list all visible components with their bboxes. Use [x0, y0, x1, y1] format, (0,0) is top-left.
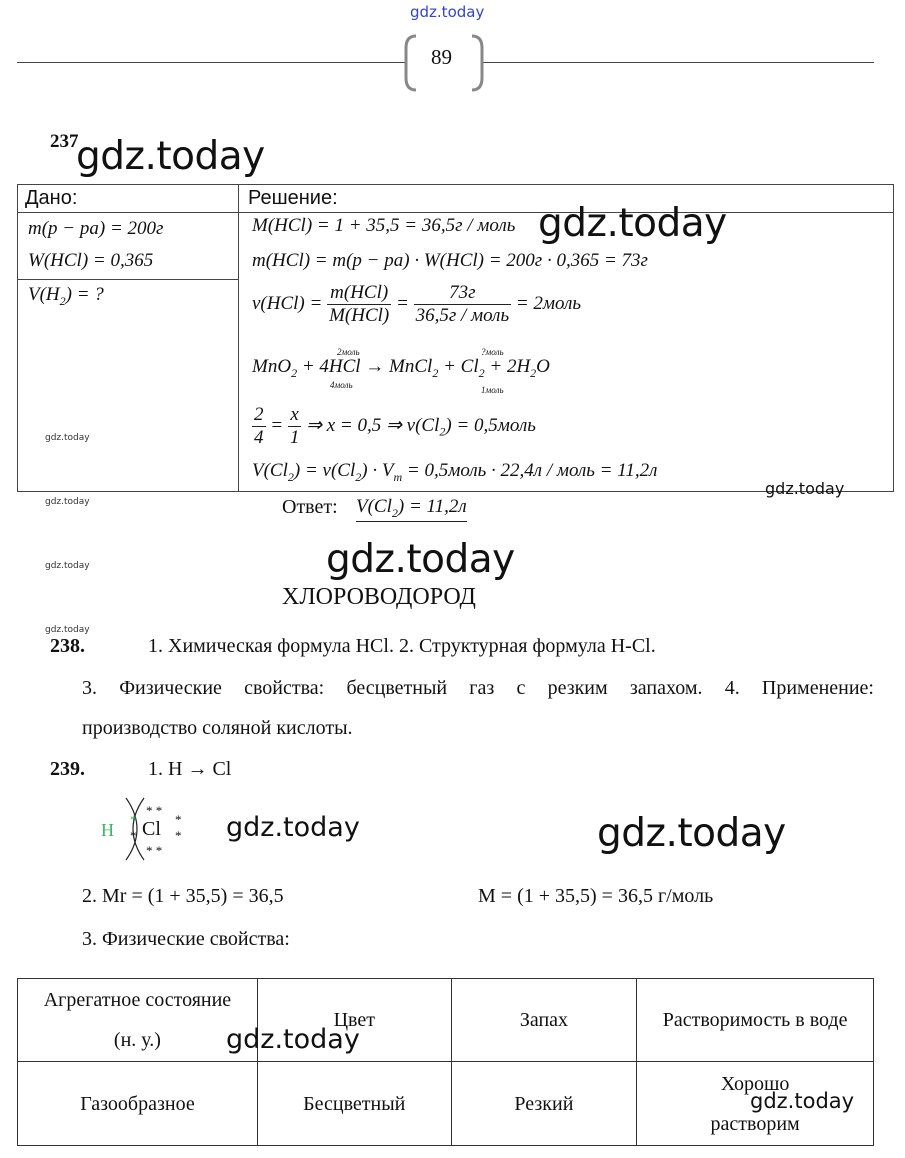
- molecular-mass: 2. Mr = (1 + 35,5) = 36,5: [82, 885, 284, 907]
- watermark: gdz.today: [45, 497, 90, 507]
- table-header-cell: Растворимость в воде: [637, 979, 874, 1062]
- watermark: gdz.today: [45, 561, 90, 571]
- valence-electrons: * *: [146, 803, 163, 818]
- valence-electrons: *: [175, 812, 182, 827]
- reaction-annotation: 2моль: [337, 347, 360, 357]
- solution-line-mass: m(HCl) = m(p − pa) · W(HCl) = 200г · 0,365 = 73г: [252, 250, 648, 271]
- answer-label: Ответ:: [282, 496, 338, 518]
- watermark: gdz.today: [226, 1024, 360, 1055]
- table-cell: Резкий: [451, 1062, 637, 1146]
- solution-line-proportion: $\frac{2}{4}$ = $\frac{x}{1}$ ⇒ x = 0,5 ⇒ $\nu(Cl_2)$ = 0,5моль: [254, 404, 536, 448]
- solution-line-moles: ν(HCl) = $\frac{\text{m(HCl)}}{\text{M(HCl)}}$ = $\frac{73г}{\text{36,5г / моль}}$ = 2моль: [252, 282, 582, 326]
- shared-electron: *: [130, 812, 137, 827]
- solution-line-volume: $V(Cl_2) = \nu(Cl_2) \cdot V_m$ = 0,5моль · 22,4л / моль = 11,2л: [252, 460, 658, 484]
- solution-line-reaction: MnO$_2$ + 4HCl → MnCl$_2$ + $Cl_2 + 2H_2O$: [252, 356, 550, 380]
- table-cell: Газообразное: [18, 1062, 258, 1146]
- table-header-cell: Цвет: [257, 979, 451, 1062]
- valence-electrons: * *: [146, 843, 163, 858]
- given-header: Дано:: [25, 187, 78, 209]
- header-rule-right: [482, 62, 874, 63]
- page-number: 89: [431, 45, 452, 69]
- table-header-cell: Запах: [451, 979, 637, 1062]
- task238-line3: производство соляной кислоты.: [82, 717, 353, 739]
- answer-value: $V(Cl_2) = 11,2л$: [356, 496, 467, 520]
- watermark: gdz.today: [750, 1089, 855, 1113]
- watermark: gdz.today: [765, 479, 845, 498]
- lewis-chlorine: Cl: [142, 818, 161, 840]
- lewis-hydrogen: H: [101, 820, 114, 840]
- header-rule-left: [17, 62, 405, 63]
- task238-line1: 1. Химическая формула HCl. 2. Структурная формула H-Cl.: [148, 635, 656, 657]
- valence-electrons: *: [130, 828, 137, 843]
- table-header-cell: Агрегатное состояние (н. у.): [18, 979, 258, 1062]
- table-row: [18, 1062, 874, 1146]
- props-title: 3. Физические свойства:: [82, 928, 290, 950]
- site-header: gdz.today: [410, 3, 485, 21]
- task-number-239: 239.: [50, 758, 85, 780]
- solution-header: Решение:: [248, 187, 338, 209]
- watermark: gdz.today: [538, 201, 727, 246]
- table-cell: Бесцветный: [257, 1062, 451, 1146]
- reaction-annotation: 4моль: [330, 380, 353, 390]
- watermark: gdz.today: [76, 134, 265, 179]
- watermark: gdz.today: [226, 812, 360, 843]
- valence-electrons: *: [175, 828, 182, 843]
- properties-table: [17, 978, 874, 1146]
- table-cell: Хорошо растворим: [637, 1062, 874, 1146]
- task-number-238: 238.: [50, 635, 85, 657]
- reaction-annotation: 1моль: [481, 385, 504, 395]
- task239-line1: 1. H → Cl: [148, 758, 232, 780]
- section-title: ХЛОРОВОДОРОД: [282, 584, 476, 610]
- solution-line-molar-mass: M(HCl) = 1 + 35,5 = 36,5г / моль: [252, 215, 516, 236]
- table-row: [18, 979, 874, 1062]
- molar-mass: M = (1 + 35,5) = 36,5 г/моль: [478, 885, 714, 907]
- reaction-annotation: ?моль: [481, 347, 504, 357]
- task-number-237: 237: [50, 131, 79, 152]
- watermark: gdz.today: [326, 537, 515, 582]
- watermark: gdz.today: [45, 625, 90, 635]
- watermark: gdz.today: [45, 433, 90, 443]
- given-fraction: W(HCl) = 0,365: [28, 250, 154, 271]
- watermark: gdz.today: [597, 811, 786, 856]
- find-volume: $V(H_2)$ = ?: [28, 284, 104, 308]
- task238-line2: 3. Физические свойства: бесцветный газ с резким запахом. 4. Применение:: [82, 677, 874, 699]
- given-mass: m(p − pa) = 200г: [28, 218, 164, 239]
